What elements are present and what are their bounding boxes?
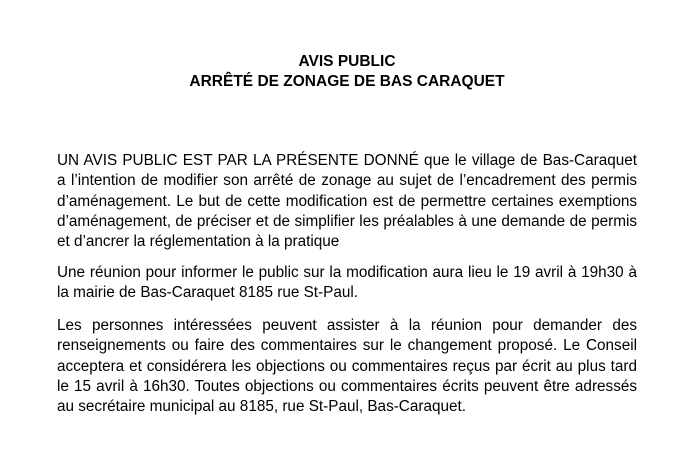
notice-title-line-2: ARRÊTÉ DE ZONAGE DE BAS CARAQUET: [189, 73, 505, 90]
notice-title: [57, 52, 637, 92]
notice-paragraph-intent: UN AVIS PUBLIC EST PAR LA PRÉSENTE DONNÉ que le village de Bas-Caraquet a l’intention de modifier son arrêté de zonage au sujet de l’encadrement des permis d’aménagement. Le but de cette modification est de permettre certaines exemptions d’aménagement, de préciser et de simplifier les préalables à une demande de permis et d’ancrer la réglementation à la pratique: [57, 152, 637, 251]
notice-paragraph-meeting: Une réunion pour informer le public sur la modification aura lieu le 19 avril à 19h30 à la mairie de Bas-Caraquet 8185 rue St-Paul.: [57, 264, 637, 302]
notice-paragraph-comments: Les personnes intéressées peuvent assister à la réunion pour demander des renseignements ou faire des commentaires sur le changement proposé. Le Conseil acceptera et considérera les objections ou commentaires reçus par écrit au plus tard le 15 avril à 16h30. Toutes objections ou commentaires écrits peuvent être adressés au secrétaire municipal au 8185, rue St-Paul, Bas-Caraquet.: [57, 317, 637, 416]
notice-title-line-1: AVIS PUBLIC: [298, 53, 396, 70]
